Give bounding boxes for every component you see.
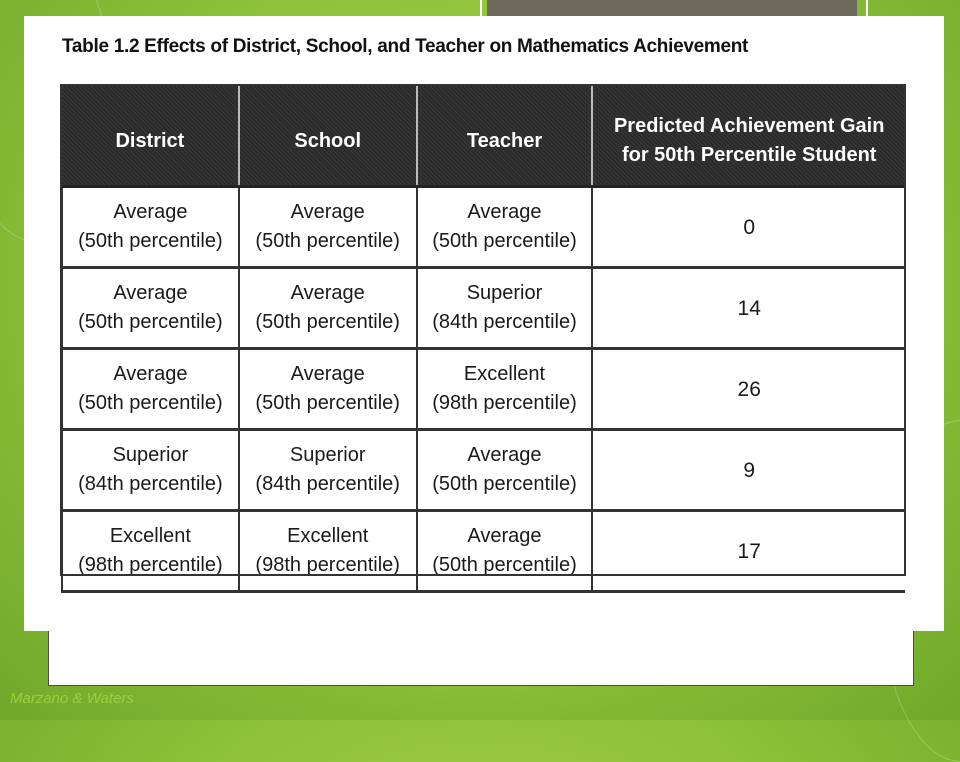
- cell-district: Average (50th percentile): [62, 349, 239, 430]
- cell-gain: 17: [592, 511, 905, 592]
- table-row: [62, 349, 905, 430]
- cell-school: Average (50th percentile): [239, 187, 417, 268]
- cell-district: Average (50th percentile): [62, 187, 239, 268]
- table-title: Table 1.2 Effects of District, School, and Teacher on Mathematics Achievement: [62, 36, 749, 57]
- cell-gain: 9: [592, 430, 905, 511]
- table-row: [62, 268, 905, 349]
- header-gain: [592, 84, 905, 187]
- table-row: [62, 511, 905, 592]
- author-credit: Marzano & Waters: [10, 690, 134, 707]
- cell-teacher: Average (50th percentile): [417, 187, 593, 268]
- achievement-table: [61, 84, 905, 593]
- header-district: District: [62, 84, 239, 187]
- cell-school: Average (50th percentile): [239, 349, 417, 430]
- header-gain-line1: Predicted Achievement Gain: [613, 115, 885, 137]
- table-row: [62, 187, 905, 268]
- cell-gain: 26: [592, 349, 905, 430]
- cell-school: Excellent (98th percentile): [239, 511, 417, 592]
- cell-teacher: Average (50th percentile): [417, 511, 593, 592]
- cell-teacher: Excellent (98th percentile): [417, 349, 593, 430]
- cell-district: Excellent (98th percentile): [62, 511, 239, 592]
- cell-district: Superior (84th percentile): [62, 430, 239, 511]
- cell-district: Average (50th percentile): [62, 268, 239, 349]
- header-school: School: [239, 84, 417, 187]
- cell-gain: 0: [592, 187, 905, 268]
- cell-school: Superior (84th percentile): [239, 430, 417, 511]
- cell-teacher: Superior (84th percentile): [417, 268, 593, 349]
- cell-teacher: Average (50th percentile): [417, 430, 593, 511]
- table-row: [62, 430, 905, 511]
- cell-school: Average (50th percentile): [239, 268, 417, 349]
- table-header-row: [62, 84, 905, 187]
- header-gain-line2: for 50th Percentile Student: [621, 144, 877, 166]
- header-teacher: Teacher: [417, 84, 593, 187]
- cell-gain: 14: [592, 268, 905, 349]
